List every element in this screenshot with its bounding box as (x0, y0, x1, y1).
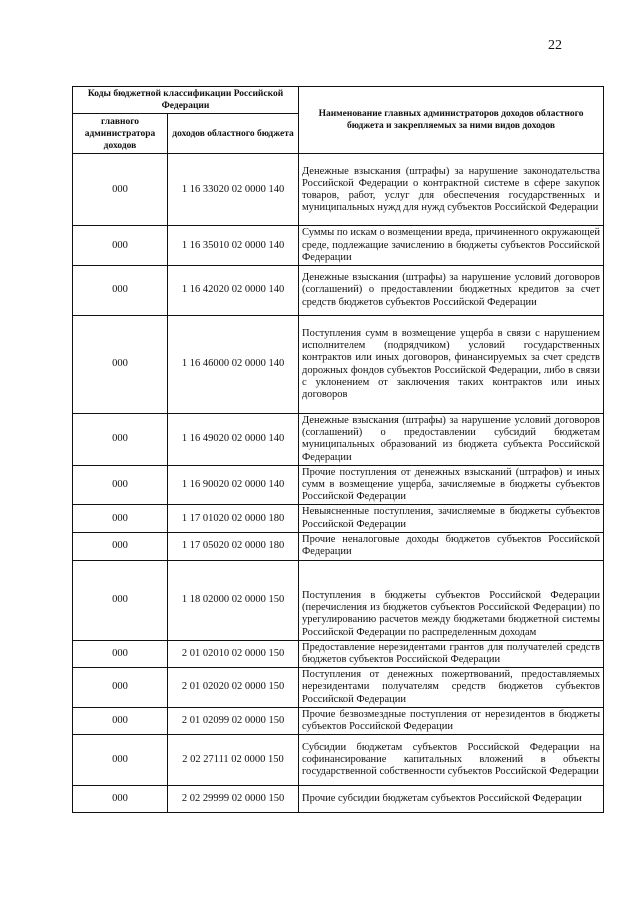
income-name: Прочие неналоговые доходы бюджетов субъектов Российской Федерации (299, 532, 604, 560)
income-name: Прочие субсидии бюджетам субъектов Российской Федерации (299, 786, 604, 813)
income-code: 1 16 46000 02 0000 140 (168, 316, 299, 414)
table-row (73, 707, 604, 734)
income-name: Денежные взыскания (штрафы) за нарушение условий договоров (соглашений) о предоставлении бюджетных кредитов за счет средств бюджетов субъектов Российской Федерации (299, 266, 604, 316)
table-row (73, 532, 604, 560)
table-row (73, 786, 604, 813)
income-name: Поступления в бюджеты субъектов Российской Федерации (перечисления из бюджетов субъектов Российской Федерации) по урегулированию расчетов между бюджетами бюджетной системы Российской Федерации по распределенным доходам (299, 560, 604, 640)
income-code: 1 16 35010 02 0000 140 (168, 226, 299, 266)
admin-code: 000 (73, 786, 168, 813)
income-code: 2 01 02020 02 0000 150 (168, 668, 299, 708)
table-row (73, 266, 604, 316)
income-name: Денежные взыскания (штрафы) за нарушение условий договоров (соглашений) о предоставлении субсидий бюджетам муниципальных образований из бюджета субъекта Российской Федерации (299, 414, 604, 466)
income-code: 2 02 27111 02 0000 150 (168, 735, 299, 786)
income-code: 1 16 90020 02 0000 140 (168, 465, 299, 505)
income-code: 1 17 05020 02 0000 180 (168, 532, 299, 560)
income-code: 2 02 29999 02 0000 150 (168, 786, 299, 813)
table-row (73, 640, 604, 667)
income-code: 2 01 02010 02 0000 150 (168, 640, 299, 667)
admin-code: 000 (73, 266, 168, 316)
header-admin-column: главного администратора доходов (73, 114, 168, 154)
income-name: Невыясненные поступления, зачисляемые в бюджеты субъектов Российской Федерации (299, 505, 604, 532)
income-code: 1 16 42020 02 0000 140 (168, 266, 299, 316)
admin-code: 000 (73, 707, 168, 734)
page-number: 22 (548, 38, 562, 53)
income-name: Поступления сумм в возмещение ущерба в связи с нарушением исполнителем (подрядчиком) условий государственных контрактов или иных договоров, финансируемых за счет средств дорожных фондов субъектов Российской Федерации, либо в связи с уклонением от заключения таких контрактов или иных договоров (299, 316, 604, 414)
table-row (73, 668, 604, 708)
table-row (73, 226, 604, 266)
table-row (73, 465, 604, 505)
admin-code: 000 (73, 316, 168, 414)
income-code: 2 01 02099 02 0000 150 (168, 707, 299, 734)
admin-code: 000 (73, 735, 168, 786)
table-row (73, 505, 604, 532)
income-name: Денежные взыскания (штрафы) за нарушение законодательства Российской Федерации о контрактной системе в сфере закупок товаров, работ, услуг для обеспечения государственных и муниципальных нужд для нужд субъектов Российской Федерации (299, 154, 604, 226)
admin-code: 000 (73, 465, 168, 505)
table-row (73, 735, 604, 786)
admin-code: 000 (73, 226, 168, 266)
header-codes-group: Коды бюджетной классификации Российской Федерации (73, 87, 299, 114)
admin-code: 000 (73, 640, 168, 667)
table-row (73, 414, 604, 466)
income-name: Суммы по искам о возмещении вреда, причиненного окружающей среде, подлежащие зачислению в бюджеты субъектов Российской Федерации (299, 226, 604, 266)
income-code: 1 16 49020 02 0000 140 (168, 414, 299, 466)
admin-code: 000 (73, 505, 168, 532)
admin-code: 000 (73, 532, 168, 560)
admin-code: 000 (73, 560, 168, 640)
admin-code: 000 (73, 154, 168, 226)
income-code: 1 18 02000 02 0000 150 (168, 560, 299, 640)
income-name: Субсидии бюджетам субъектов Российской Федерации на софинансирование капитальных вложений в объекты государственной собственности субъектов Российской Федерации (299, 735, 604, 786)
income-name: Прочие безвозмездные поступления от нерезидентов в бюджеты субъектов Российской Федерации (299, 707, 604, 734)
header-name-column: Наименование главных администраторов доходов областного бюджета и закрепляемых за ними видов доходов (299, 87, 604, 154)
income-name: Поступления от денежных пожертвований, предоставляемых нерезидентами получателям средств бюджетов субъектов Российской Федерации (299, 668, 604, 708)
table-row (73, 560, 604, 640)
income-name: Предоставление нерезидентами грантов для получателей средств бюджетов субъектов Российской Федерации (299, 640, 604, 667)
income-name: Прочие поступления от денежных взысканий (штрафов) и иных сумм в возмещение ущерба, зачисляемые в бюджеты субъектов Российской Федерации (299, 465, 604, 505)
admin-code: 000 (73, 668, 168, 708)
header-code-column: доходов областного бюджета (168, 114, 299, 154)
admin-code: 000 (73, 414, 168, 466)
table-row (73, 316, 604, 414)
budget-classification-table (72, 86, 604, 813)
income-code: 1 17 01020 02 0000 180 (168, 505, 299, 532)
income-code: 1 16 33020 02 0000 140 (168, 154, 299, 226)
table-row (73, 154, 604, 226)
